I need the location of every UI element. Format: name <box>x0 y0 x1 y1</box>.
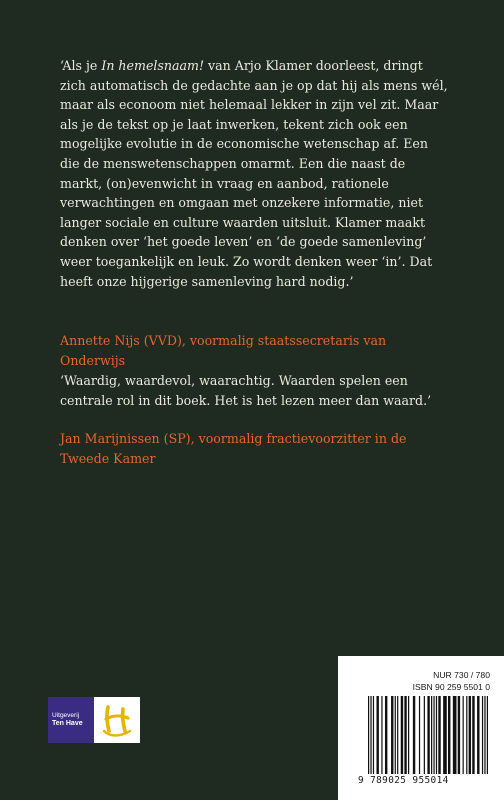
barcode-bar <box>401 696 403 774</box>
quote-body: van Arjo Klamer doorleest, dringt zich automatisch de gedachte aan je op dat hij als mens wél, maar als econoom niet helemaal lekker in zijn vel zit. Maar als je de tekst op je laat inwerken, tekent zich ook een mogelijke evolutie in de economische wetenschap af. Een die de menswetenschappen omarmt. Een die naast de markt, (on)evenwicht in vraag en aanbod, rationele verwachtingen en omgaan met onzekere informatie, niet langer sociale en culture waarden uitsluit. Klamer maakt denken over ‘het goede leven’ en ‘de goede samenleving’ weer toegankelijk en leuk. Zo wordt denken weer ‘in’. Dat heeft onze hijgerige samenleving hard nodig.’ <box>60 58 448 289</box>
isbn-number: ISBN 90 259 5501 0 <box>412 682 490 692</box>
stylized-h-swirl-icon <box>94 697 140 743</box>
attribution-nijs: Annette Nijs (VVD), voormalig staatssecretaris van Onderwijs <box>60 333 387 368</box>
barcode-bar <box>397 696 398 774</box>
barcode-bar <box>368 696 369 774</box>
barcode-bar <box>448 696 450 774</box>
ten-have-logo <box>48 697 94 743</box>
barcode-bar <box>438 696 440 774</box>
isbn-barcode <box>368 696 488 774</box>
barcode-bar <box>404 696 406 774</box>
barcode-bar <box>431 696 432 774</box>
barcode-bar <box>477 696 479 774</box>
review-quote-klamer <box>60 56 450 291</box>
barcode-bar <box>427 696 429 774</box>
barcode-bar <box>408 696 409 774</box>
barcode-bar <box>484 696 485 774</box>
attribution-marijnissen: Jan Marijnissen (SP), voormalig fractievoorzitter in de Tweede Kamer <box>60 431 407 466</box>
barcode-bar <box>376 696 378 774</box>
barcode-bar <box>472 696 474 774</box>
barcode-bar <box>370 696 371 774</box>
barcode-bar <box>373 696 374 774</box>
barcode-bar <box>487 696 488 774</box>
barcode-bar <box>463 696 464 774</box>
barcode-bar <box>443 696 447 774</box>
barcode-bar <box>385 696 387 774</box>
nur-code: NUR 730 / 780 <box>433 670 490 680</box>
barcode-bar <box>469 696 471 774</box>
publisher-line-2: Ten Have <box>52 720 83 727</box>
barcode-bar <box>424 696 425 774</box>
review-quote-marijnissen: ‘Waardig, waardevol, waarachtig. Waarden spelen een centrale rol in dit boek. Het is het lezen meer dan waard.’ <box>60 373 432 408</box>
barcode-bar <box>391 696 393 774</box>
book-title: In hemelsnaam! <box>101 58 205 73</box>
barcode-bar <box>395 696 396 774</box>
barcode-bar <box>466 696 467 774</box>
barcode-bar <box>381 696 382 774</box>
barcode-bar <box>458 696 460 774</box>
barcode-bar <box>419 696 420 774</box>
quote-intro: ‘Als je <box>60 58 102 73</box>
barcode-bar <box>482 696 483 774</box>
barcode-bar <box>433 696 434 774</box>
barcode-digits: 9 789025 955014 <box>358 775 449 786</box>
publisher-logos <box>48 697 140 743</box>
barcode-bar <box>453 696 457 774</box>
barcode-bar <box>436 696 437 774</box>
publisher-line-1: Uitgeverij <box>52 712 80 719</box>
barcode-bar <box>413 696 415 774</box>
